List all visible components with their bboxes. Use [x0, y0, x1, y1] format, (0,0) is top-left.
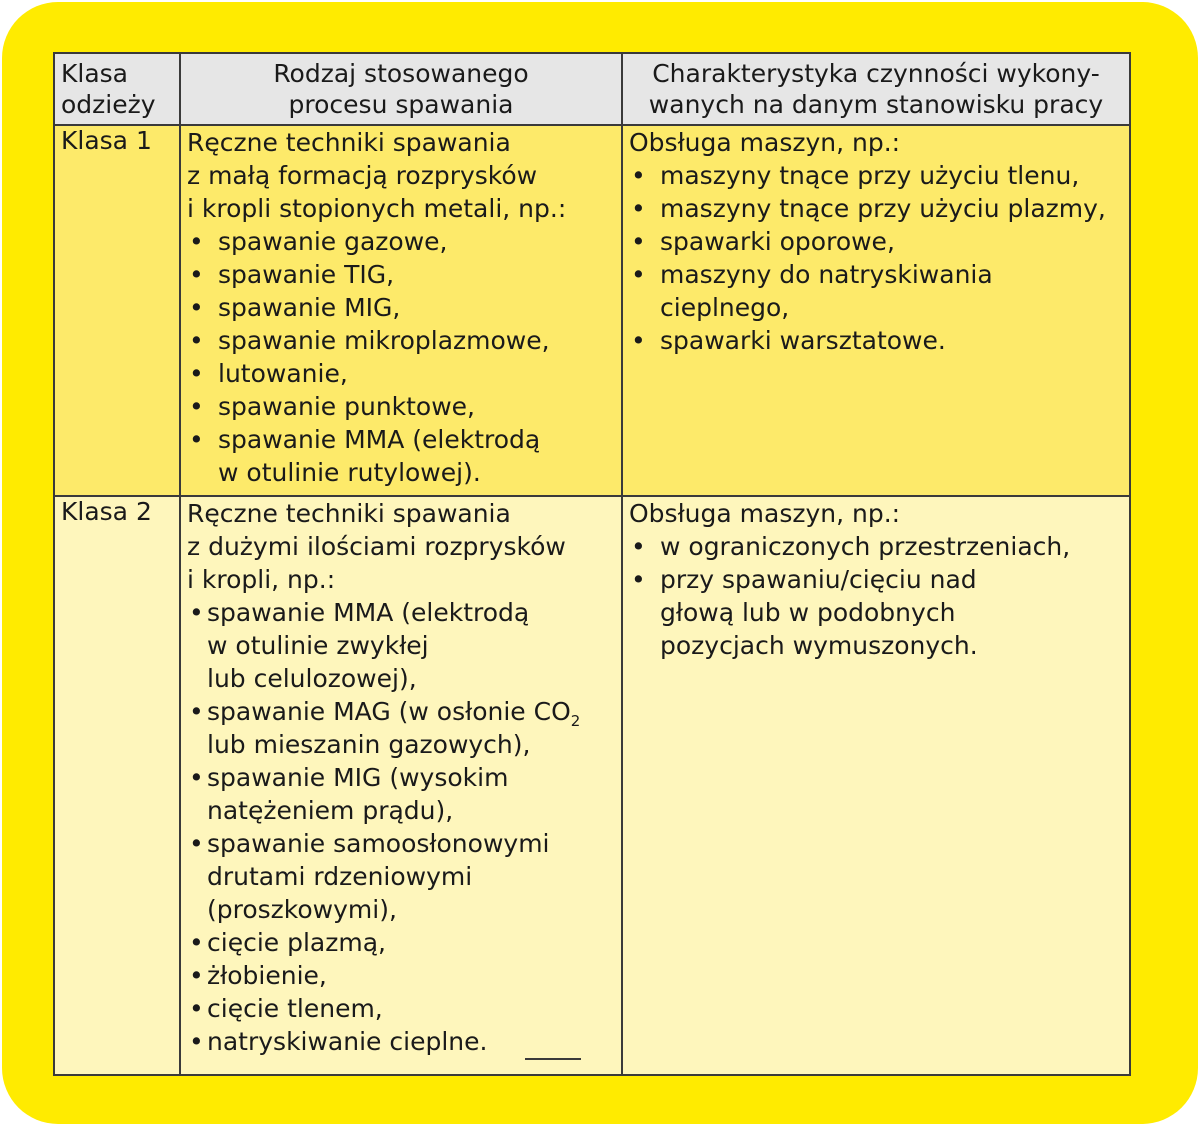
list-item: • spawarki oporowe,	[631, 227, 895, 256]
welding-clothing-class-table	[53, 52, 1131, 1076]
bullet-icon: •	[631, 565, 646, 594]
list-item: • spawanie MIG,	[189, 293, 401, 322]
bullet-icon: •	[189, 293, 204, 322]
list-item: • spawanie MAG (w osłonie $CO_2$ lub mieszanin gazowych),	[189, 697, 581, 759]
list-item: • spawanie mikroplazmowe,	[189, 326, 550, 355]
list-item: • żłobienie,	[189, 961, 327, 990]
list-item: • maszyny do natryskiwania cieplnego,	[631, 260, 993, 322]
table-row-class-1	[54, 125, 1130, 496]
header-row	[54, 53, 1130, 125]
class-cell	[54, 125, 180, 496]
bullet-icon: •	[189, 392, 204, 421]
bullet-icon: •	[631, 227, 646, 256]
list-item: • cięcie plazmą,	[189, 928, 386, 957]
list-item: • w ograniczonych przestrzeniach,	[631, 532, 1071, 561]
process-intro: Ręczne techniki spawania z dużymi ilościami rozprysków i kropli, np.:	[187, 499, 566, 594]
activity-cell	[622, 125, 1130, 496]
bullet-icon: •	[189, 829, 204, 858]
process-list	[187, 225, 617, 489]
header-welding-process: Rodzaj stosowanego procesu spawania	[180, 53, 622, 125]
list-item: • spawanie MMA (elektrodą w otulinie rutylowej).	[189, 425, 541, 487]
bullet-icon: •	[631, 260, 646, 289]
bullet-icon: •	[189, 994, 204, 1023]
bullet-icon: •	[631, 532, 646, 561]
bullet-icon: •	[189, 359, 204, 388]
process-cell	[180, 496, 622, 1075]
list-item: • spawanie MMA (elektrodą w otulinie zwykłej lub celulozowej),	[189, 598, 530, 693]
activity-cell	[622, 496, 1130, 1075]
bullet-icon: •	[189, 697, 204, 726]
activity-list	[629, 159, 1125, 357]
process-list	[187, 596, 617, 1058]
list-item: • maszyny tnące przy użyciu tlenu,	[631, 161, 1080, 190]
list-item: • maszyny tnące przy użyciu plazmy,	[631, 194, 1106, 223]
process-intro: Ręczne techniki spawania z małą formacją rozprysków i kropli stopionych metali, np.:	[187, 128, 567, 223]
list-item: • przy spawaniu/cięciu nad głową lub w podobnych pozycjach wymuszonych.	[631, 565, 978, 660]
bullet-icon: •	[631, 326, 646, 355]
class-label: Klasa 1	[61, 126, 152, 155]
bullet-icon: •	[189, 425, 204, 454]
activity-intro: Obsługa maszyn, np.:	[629, 499, 901, 528]
header-clothing-class: Klasa odzieży	[54, 53, 180, 125]
list-item: • spawarki warsztatowe.	[631, 326, 946, 355]
table-row-class-2	[54, 496, 1130, 1075]
co2-subscript: 2	[570, 712, 581, 730]
bullet-icon: •	[189, 227, 204, 256]
activity-list	[629, 530, 1125, 662]
list-item: • spawanie punktowe,	[189, 392, 476, 421]
bullet-icon: •	[631, 194, 646, 223]
bullet-icon: •	[189, 1027, 204, 1056]
bullet-icon: •	[631, 161, 646, 190]
divider-line	[525, 1058, 581, 1060]
bullet-icon: •	[189, 326, 204, 355]
header-workstation-activities: Charakterystyka czynności wykony- wanych na danym stanowisku pracy	[622, 53, 1130, 125]
bullet-icon: •	[189, 928, 204, 957]
list-item: • spawanie MIG (wysokim natężeniem prądu),	[189, 763, 509, 825]
activity-intro: Obsługa maszyn, np.:	[629, 128, 901, 157]
class-cell	[54, 496, 180, 1075]
bullet-icon: •	[189, 260, 204, 289]
bullet-icon: •	[189, 961, 204, 990]
class-label: Klasa 2	[61, 497, 152, 526]
list-item: • spawanie gazowe,	[189, 227, 448, 256]
list-item: • spawanie samoosłonowymi drutami rdzeniowymi (proszkowymi),	[189, 829, 550, 924]
list-item: • lutowanie,	[189, 359, 348, 388]
list-item: • cięcie tlenem,	[189, 994, 383, 1023]
list-item: • natryskiwanie cieplne.	[189, 1027, 488, 1056]
bullet-icon: •	[189, 763, 204, 792]
process-cell	[180, 125, 622, 496]
bullet-icon: •	[189, 598, 204, 627]
list-item: • spawanie TIG,	[189, 260, 395, 289]
